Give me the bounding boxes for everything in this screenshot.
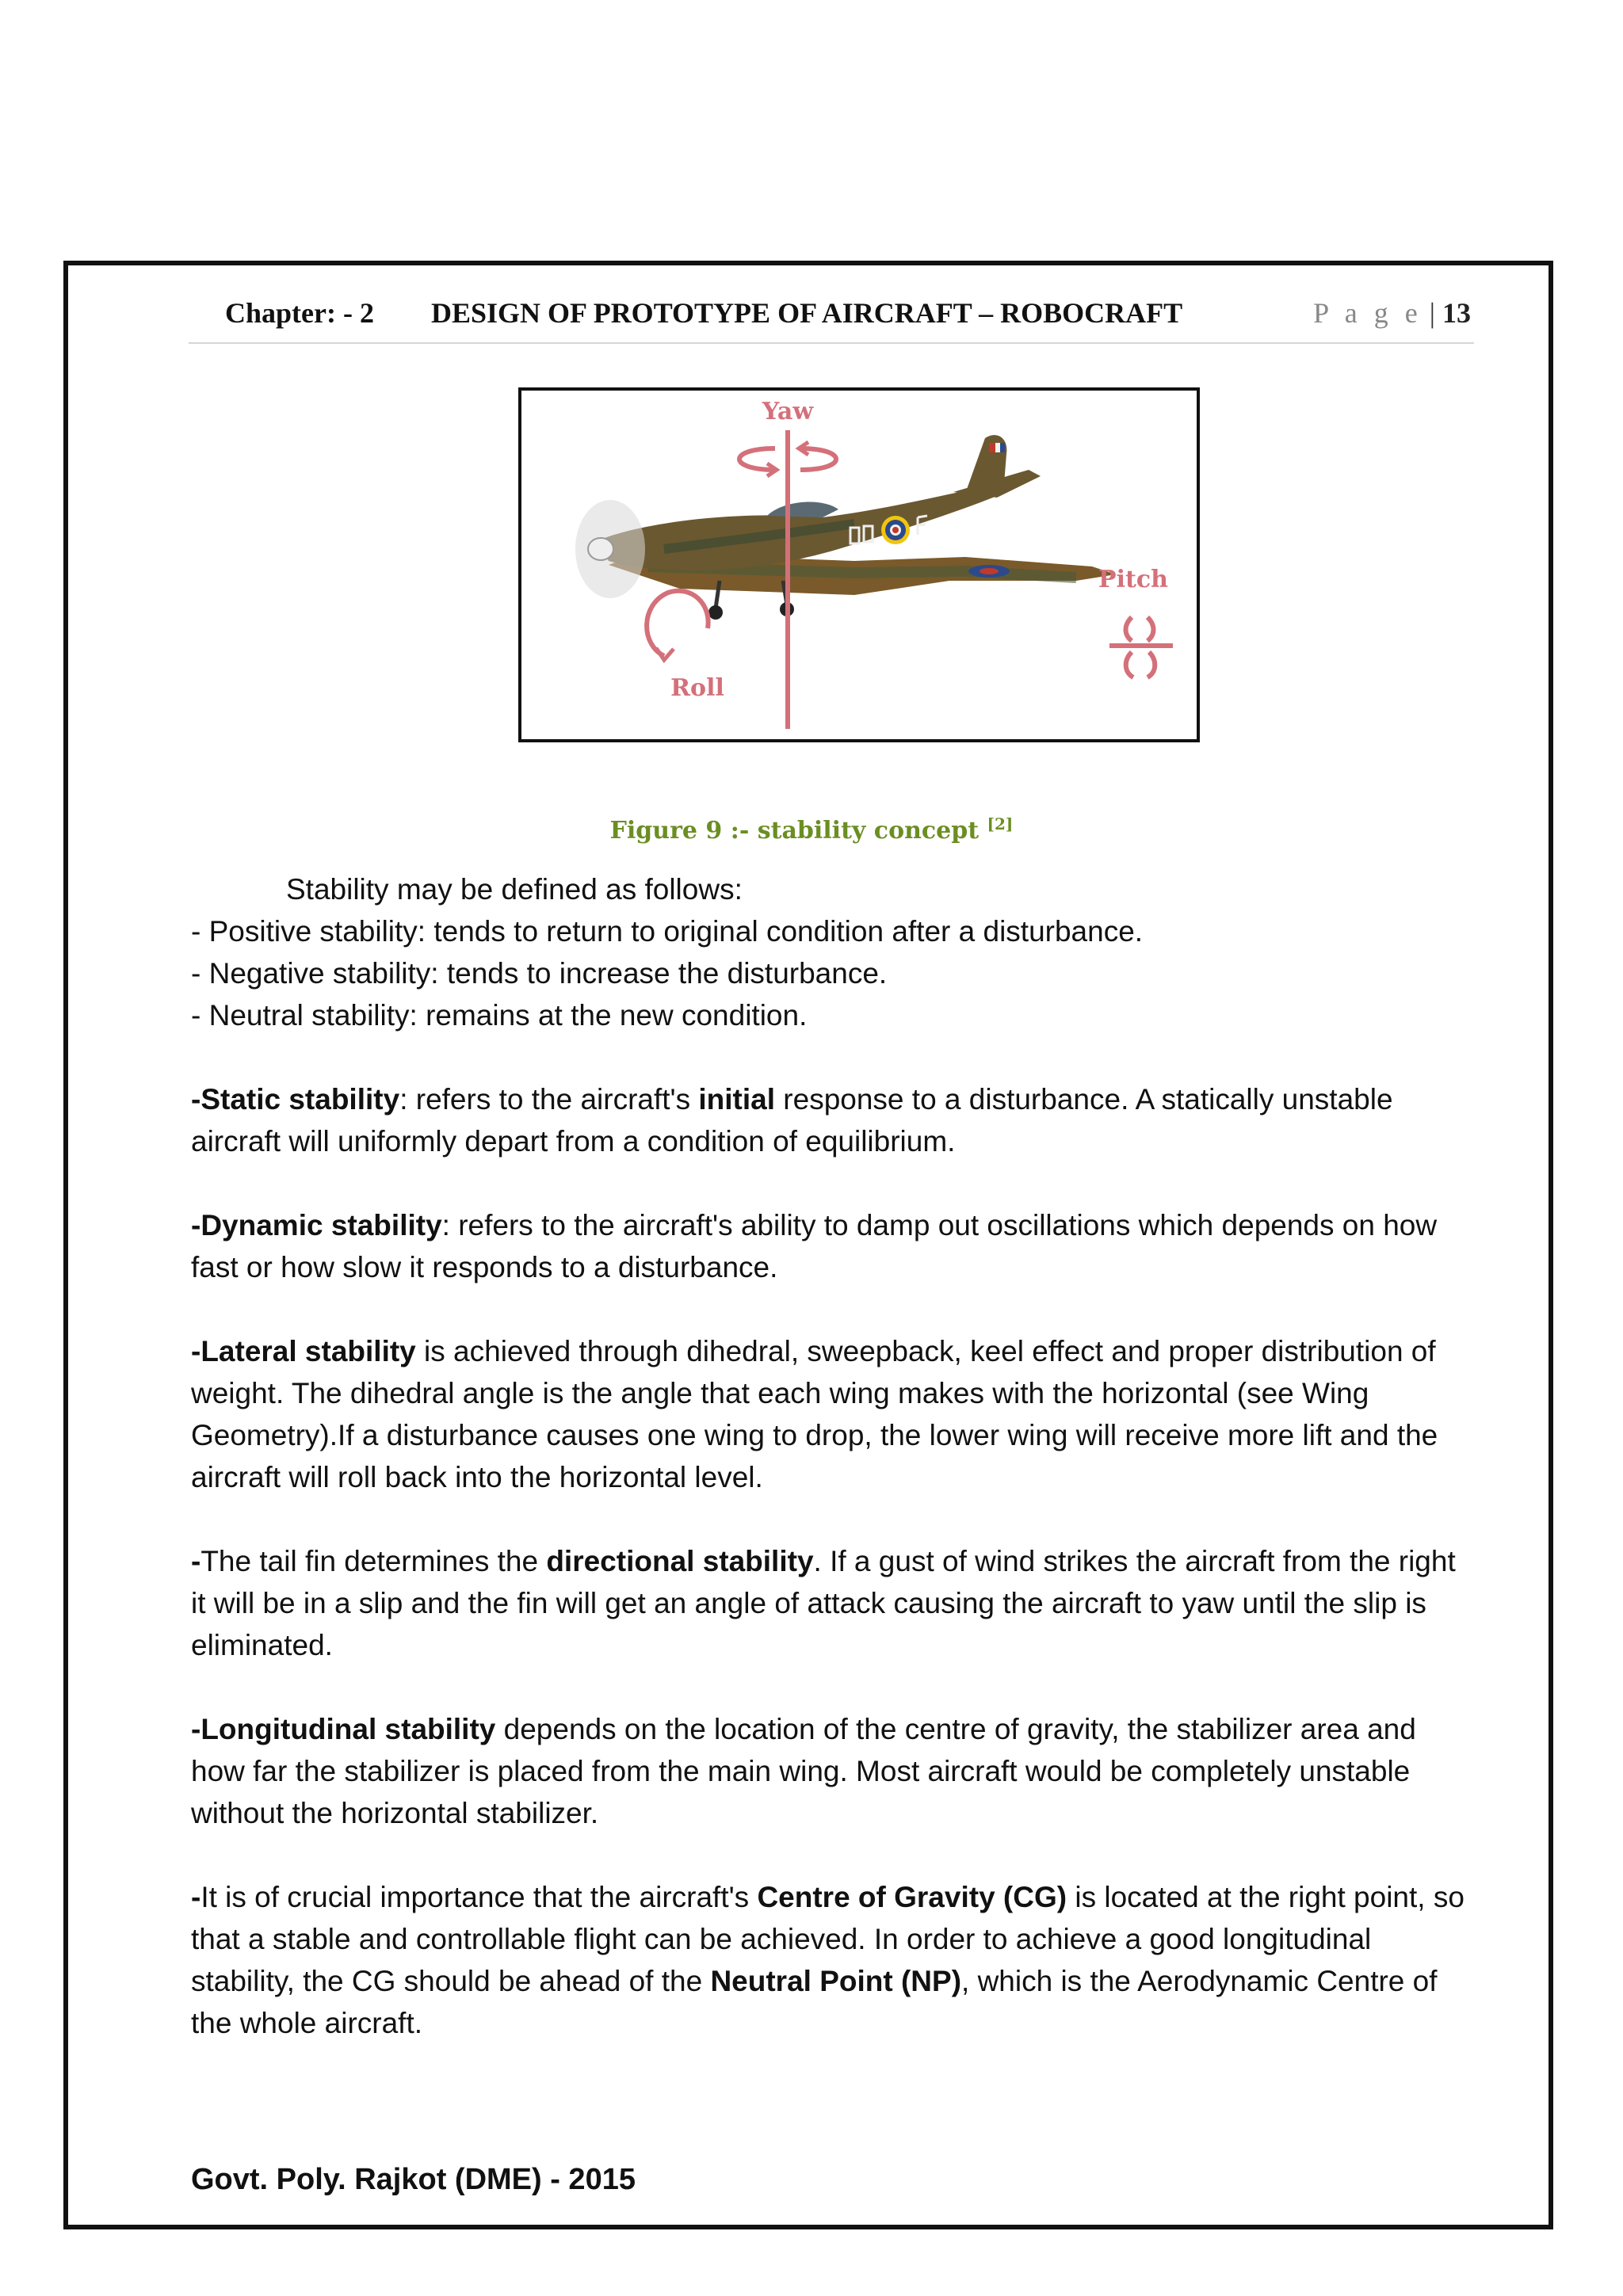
pitch-arrow-top [1126, 617, 1154, 641]
figure-caption-ref: [2] [987, 814, 1014, 833]
page-header [189, 293, 1474, 344]
lateral-stability-term: -Lateral stability [191, 1335, 416, 1367]
definitions-lead: Stability may be defined as follows: [286, 873, 743, 906]
static-stability-paragraph: -Static stability: refers to the aircraft's initial response to a disturbance. A statically unstable aircraft will uniformly depart from a condition of equilibrium. [191, 1083, 1393, 1158]
neutral-point-term: Neutral Point (NP) [710, 1965, 962, 1997]
stability-definitions [191, 868, 1475, 1036]
centre-of-gravity-paragraph: -It is of crucial importance that the aircraft's Centre of Gravity (CG) is located at the right point, so that a stable and controllable flight can be achieved. In order to achieve a good longitudinal stability, the CG should be ahead of the Neutral Point (NP), which is the Aerodynamic Centre of the whole aircraft. [191, 1881, 1465, 2039]
directional-stability-term: directional stability [546, 1545, 814, 1577]
lateral-stability-paragraph: -Lateral stability is achieved through dihedral, sweepback, keel effect and proper distribution of weight. The dihedral angle is the angle that each wing makes with the horizontal (see Wing Geometry).If a disturbance causes one wing to drop, the lower wing will receive more lift and the aircraft will roll back into the horizontal level. [191, 1335, 1438, 1493]
pitch-arrow-bottom [1126, 652, 1155, 677]
dynamic-stability-paragraph: -Dynamic stability: refers to the aircraft's ability to damp out oscillations which depends on how fast or how slow it responds to a disturbance. [191, 1209, 1438, 1283]
chapter-title: DESIGN OF PROTOTYPE OF AIRCRAFT – ROBOCRAFT [431, 297, 1183, 329]
page-word: P a g e [1313, 297, 1423, 329]
page-number: 13 [1442, 297, 1471, 329]
chapter-label: Chapter: - 2 [225, 297, 374, 329]
initial-term: initial [698, 1083, 776, 1116]
roll-label: Roll [670, 674, 724, 702]
fin-flash-blue [1000, 443, 1005, 452]
figure-caption [0, 814, 1623, 845]
pitch-label: Pitch [1098, 566, 1168, 593]
directional-stability-paragraph: -The tail fin determines the directional stability. If a gust of wind strikes the aircraft from the right it will be in a slip and the fin will get an angle of attack causing the aircraft to yaw until the slip is eliminated. [191, 1545, 1456, 1661]
definition-item: - Neutral stability: remains at the new condition. [191, 999, 808, 1032]
static-stability-term: -Static stability [191, 1083, 400, 1116]
body-text [191, 868, 1475, 2086]
longitudinal-stability-paragraph: -Longitudinal stability depends on the location of the centre of gravity, the stabilizer area and how far the stabilizer is placed from the main wing. Most aircraft would be completely unstable without the horizontal stabilizer. [191, 1713, 1416, 1829]
definition-item: - Negative stability: tends to increase the disturbance. [191, 957, 888, 990]
fin-flash-red [989, 443, 995, 452]
definition-item: - Positive stability: tends to return to original condition after a disturbance. [191, 915, 1144, 948]
figure-caption-text: Figure 9 :- stability concept [609, 817, 980, 845]
yaw-label: Yaw [762, 398, 814, 425]
roll-arrow [647, 591, 708, 656]
page-separator: | [1422, 297, 1442, 329]
page-footer: Govt. Poly. Rajkot (DME) - 2015 [191, 2163, 636, 2196]
dynamic-stability-term: -Dynamic stability [191, 1209, 442, 1241]
longitudinal-stability-term: -Longitudinal stability [191, 1713, 496, 1745]
propeller-spinner [588, 538, 613, 560]
stability-figure [518, 387, 1200, 742]
fin-flash-white [995, 443, 1000, 452]
page-indicator [1313, 296, 1471, 330]
aircraft-canopy [767, 502, 838, 517]
aircraft-axes-illustration [521, 391, 1197, 739]
centre-of-gravity-term: Centre of Gravity (CG) [757, 1881, 1067, 1913]
